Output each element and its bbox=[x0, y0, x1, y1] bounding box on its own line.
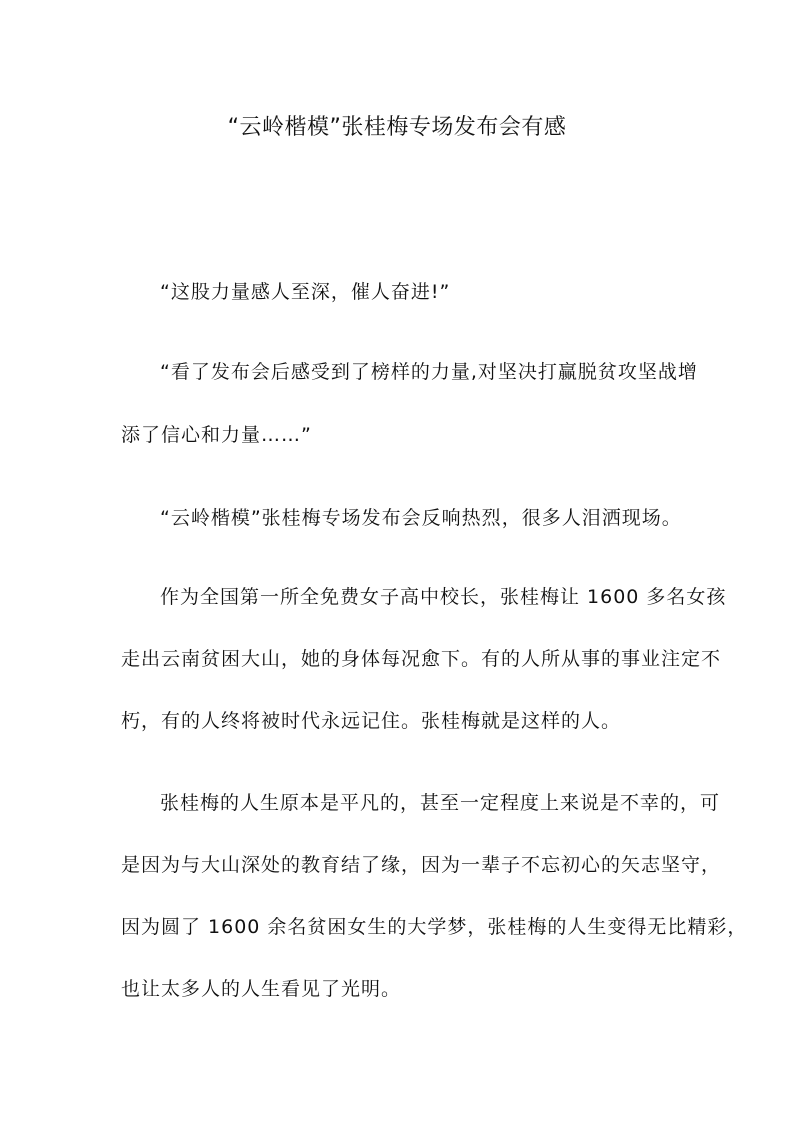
paragraph-4-line-3: 朽，有的人终将被时代永远记住。张桂梅就是这样的人。 bbox=[121, 710, 622, 732]
paragraph-5-line-1: 张桂梅的人生原本是平凡的，甚至一定程度上来说是不幸的，可 bbox=[160, 792, 721, 814]
paragraph-4-line-1: 作为全国第一所全免费女子高中校长，张桂梅让 1600 多名女孩 bbox=[160, 586, 727, 608]
paragraph-2-line-2: 添了信心和力量……” bbox=[121, 424, 312, 446]
paragraph-5-line-3: 因为圆了 1600 余名贫困女生的大学梦，张桂梅的人生变得无比精彩， bbox=[121, 916, 748, 938]
document-title: “云岭楷模”张桂梅专场发布会有感 bbox=[227, 115, 567, 140]
paragraph-1-line-1: “这股力量感人至深，催人奋进!” bbox=[160, 281, 451, 303]
paragraph-2-line-1: “看了发布会后感受到了榜样的力量,对坚决打赢脱贫攻坚战增 bbox=[160, 361, 698, 383]
paragraph-4-line-2: 走出云南贫困大山，她的身体每况愈下。有的人所从事的事业注定不 bbox=[121, 648, 722, 670]
paragraph-5-line-2: 是因为与大山深处的教育结了缘，因为一辈子不忘初心的矢志坚守， bbox=[121, 854, 722, 876]
paragraph-3-line-1: “云岭楷模”张桂梅专场发布会反响热烈，很多人泪洒现场。 bbox=[160, 507, 682, 529]
paragraph-5-line-4: 也让太多人的人生看见了光明。 bbox=[121, 978, 402, 1000]
